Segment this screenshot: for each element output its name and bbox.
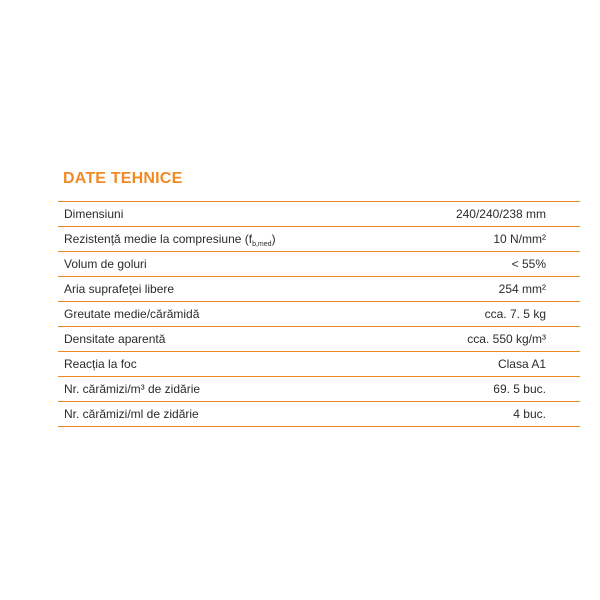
table-row <box>58 252 580 277</box>
row-label-apparent-density: Densitate aparentă <box>64 332 166 346</box>
table-row <box>58 327 580 352</box>
table-row <box>58 227 580 252</box>
row-label-compressive-strength-main: Rezistență medie la compresiune (f <box>64 232 253 246</box>
row-value-bricks-per-ml: 4 buc. <box>513 407 546 421</box>
row-label-bricks-per-ml: Nr. cărămizi/ml de zidărie <box>64 407 199 421</box>
row-label-bricks-per-m3: Nr. cărămizi/m³ de zidărie <box>64 382 201 396</box>
table-row <box>58 277 580 302</box>
row-value-fire-reaction: Clasa A1 <box>497 357 546 371</box>
row-value-void-volume: < 55% <box>511 257 546 271</box>
row-label-fire-reaction: Reacția la foc <box>64 357 137 371</box>
table-row <box>58 352 580 377</box>
row-value-free-area: 254 mm² <box>498 282 546 296</box>
table-row <box>58 402 580 427</box>
row-label-free-area: Aria suprafeței libere <box>64 282 175 296</box>
section-title: DATE TEHNICE <box>63 170 183 187</box>
row-value-apparent-density: cca. 550 kg/m³ <box>467 332 546 346</box>
table-row <box>58 302 580 327</box>
table-row <box>58 377 580 402</box>
row-label-void-volume: Volum de goluri <box>64 257 147 271</box>
technical-data-table <box>58 201 580 427</box>
row-label-average-weight: Greutate medie/cărămidă <box>64 307 200 321</box>
row-label-compressive-strength <box>64 231 276 247</box>
row-value-average-weight: cca. 7. 5 kg <box>484 307 546 321</box>
row-label-compressive-strength-subscript: b,med <box>252 241 272 248</box>
table-row <box>58 202 580 227</box>
row-value-bricks-per-m3: 69. 5 buc. <box>493 382 546 396</box>
row-label-compressive-strength-close: ) <box>271 232 276 246</box>
row-value-dimensions: 240/240/238 mm <box>455 207 546 221</box>
row-label-dimensions: Dimensiuni <box>64 207 124 221</box>
row-value-compressive-strength: 10 N/mm² <box>493 232 546 246</box>
